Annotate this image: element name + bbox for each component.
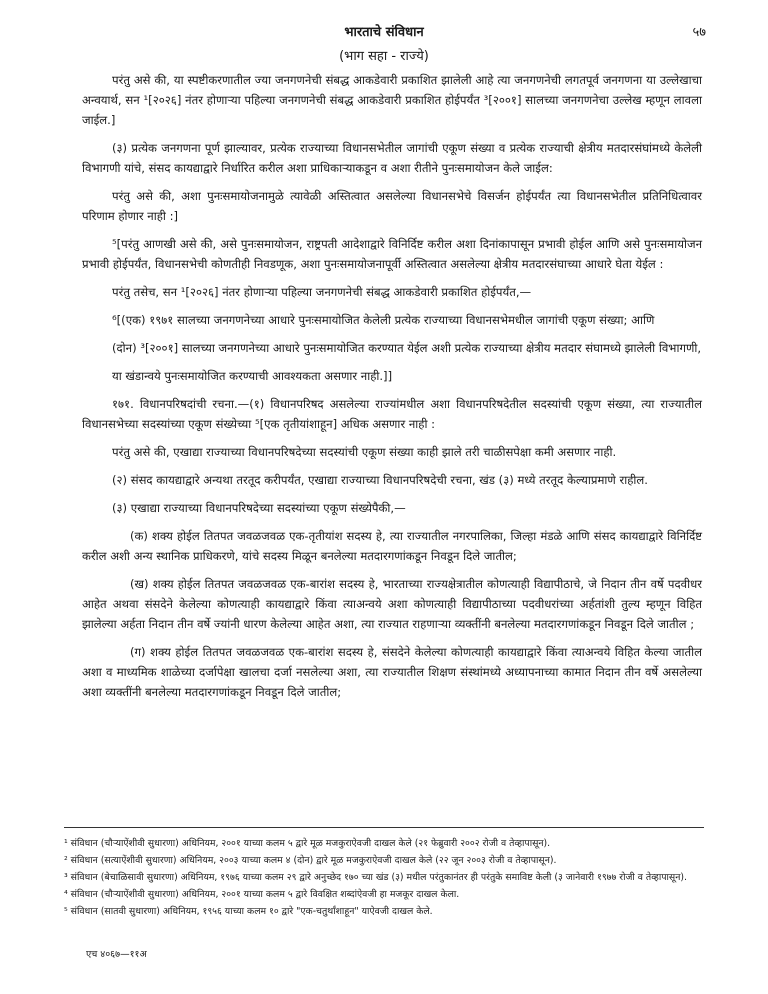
sub-clause: (क) शक्य होईल तितपत जवळजवळ एक-तृतीयांश सदस्य हे, त्या राज्यातील नगरपालिका, जिल्हा मंडळे आणि संसद कायद्याद्वारे विनिर्दिष्ट करील अशी अन्य स्थानिक प्राधिकरणे, यांचे सदस्य मिळून बनलेल्या मतदारगणांकडून निवडून दिले जातील; [82, 529, 702, 563]
page-number: ५७ [692, 25, 706, 40]
paragraph: ⁶[(एक) १९७१ सालच्या जनगणनेच्या आधारे पुनःसमायोजित केलेली प्रत्येक राज्याच्या विधानसभेमधील जागांची एकूण संख्या; आणि [112, 313, 655, 327]
paragraph: परंतु असे की, एखाद्या राज्याच्या विधानपरिषदेच्या सदस्यांची एकूण संख्या काही झाले तरी चाळीसपेक्षा कमी असणार नाही. [112, 445, 617, 459]
footnote: ⁴ संविधान (चौऱ्याऐंशीवी सुधारणा) अधिनियम, २००१ याच्या कलम ५ द्वारे विवक्षित शब्दांऐवजी हा मजकूर दाखल केला. [64, 889, 460, 900]
print-code: एच ४०६७—११अ [86, 949, 147, 960]
footnote-divider [64, 827, 704, 828]
article-171-paragraph: १७१. विधानपरिषदांची रचना.—(१) विधानपरिषद असलेल्या राज्यांमधील अशा विधानपरिषदेतील सदस्यांची एकूण संख्या, त्या राज्यातील विधानसभेच्या सदस्यांच्या एकूण संख्येच्या ⁵[एक तृतीयांशाहून] अधिक असणार नाही : [82, 397, 702, 431]
footnotes [64, 836, 704, 921]
running-header-title: भारताचे संविधान [344, 25, 424, 40]
paragraph: परंतु असे की, अशा पुनःसमायोजनामुळे त्यावेळी अस्तित्वात असलेल्या विधानसभेचे विसर्जन होईपर्यंत त्या विधानसभेतील प्रतिनिधित्वावर परिणाम होणार नाही :] [82, 189, 702, 223]
paragraph: परंतु तसेच, सन ¹[२०२६] नंतर होणाऱ्या पहिल्या जनगणनेची संबद्ध आकडेवारी प्रकाशित होईपर्यंत,— [112, 285, 532, 299]
footnote: ¹ संविधान (चौऱ्याऐंशीवी सुधारणा) अधिनियम, २००१ याच्या कलम ५ द्वारे मूळ मजकुराऐवजी दाखल केले (२१ फेब्रुवारी २००२ रोजी व तेव्हापासून). [64, 838, 551, 849]
paragraph: ⁵[परंतु आणखी असे की, असे पुनःसमायोजन, राष्ट्रपती आदेशाद्वारे विनिर्दिष्ट करील अशा दिनांकापासून प्रभावी होईल आणि असे पुनःसमायोजन प्रभावी होईपर्यंत, विधानसभेची कोणतीही निवडणूक, अशा पुनःसमायोजनापूर्वी अस्तित्वात असलेल्या क्षेत्रीय मतदारसंघाच्या आधारे घेता येईल : [82, 237, 702, 271]
footnote: ² संविधान (सत्याऐंशीवी सुधारणा) अधिनियम, २००३ याच्या कलम ४ (दोन) द्वारे मूळ मजकुराऐवजी दाखल केले (२२ जून २००३ रोजी व तेव्हापासून). [64, 855, 557, 866]
footnote: ³ संविधान (बेचाळिसावी सुधारणा) अधिनियम, १९७६ याच्या कलम २९ द्वारे अनुच्छेद १७० च्या खंड (३) मधील परंतुकानंतर ही परंतुके समाविष्ट केली (३ जानेवारी १९७७ रोजी व तेव्हापासून). [64, 872, 687, 883]
sub-clause: (ग) शक्य होईल तितपत जवळजवळ एक-बारांश सदस्य हे, संसदेने केलेल्या कोणत्याही कायद्याद्वारे किंवा त्याअन्वये विहित केल्या जातील अशा व माध्यमिक शाळेच्या दर्जापेक्षा खालचा दर्जा नसलेल्या अशा, त्या राज्यातील शिक्षण संस्थांमध्ये अध्यापनाच्या कामात निदान तीन वर्षे असलेल्या अशा व्यक्तींनी बनलेल्या मतदारगणांकडून निवडून दिले जातील; [82, 645, 702, 699]
paragraph: या खंडान्वये पुनःसमायोजित करण्याची आवश्यकता असणार नाही.]] [112, 369, 393, 383]
footnote: ⁵ संविधान (सातवी सुधारणा) अधिनियम, १९५६ याच्या कलम १० द्वारे "एक-चतुर्थांशाहून" याऐवजी दाखल केले. [64, 906, 433, 917]
part-heading: (भाग सहा - राज्ये) [339, 49, 429, 64]
paragraph: (दोन) ³[२००१] सालच्या जनगणनेच्या आधारे पुनःसमायोजित करण्यात येईल अशी प्रत्येक राज्याच्या क्षेत्रीय मतदार संघामध्ये झालेली विभागणी, [112, 341, 702, 355]
paragraph: परंतु असे की, या स्पष्टीकरणातील ज्या जनगणनेची संबद्ध आकडेवारी प्रकाशित झालेली आहे त्या जनगणनेची लगतपूर्व जनगणना या उल्लेखाचा अन्वयार्थ, सन ¹[२०२६] नंतर होणाऱ्या पहिल्या जनगणनेची संबद्ध आकडेवारी प्रकाशित होईपर्यंत ³[२००१] सालच्या जनगणनेचा उल्लेख म्हणून लावला जाईल.] [82, 73, 702, 127]
sub-clause: (ख) शक्य होईल तितपत जवळजवळ एक-बारांश सदस्य हे, भारताच्या राज्यक्षेत्रातील कोणत्याही विद्यापीठाचे, जे निदान तीन वर्षे पदवीधर आहेत अथवा संसदेने केलेल्या कोणत्याही कायद्याद्वारे किंवा त्याअन्वये अशा कोणत्याही विद्यापीठाच्या पदवीधरांच्या अर्हतांशी तुल्य म्हणून विहित झालेल्या अर्हता निदान तीन वर्षे ज्यांनी धारण केलेल्या आहेत अशा, त्या राज्यात राहणाऱ्या व्यक्तींनी बनलेल्या मतदारगणांकडून निवडून दिले जातील ; [82, 577, 702, 631]
body-text [82, 70, 702, 710]
paragraph: (३) एखाद्या राज्याच्या विधानपरिषदेच्या सदस्यांच्या एकूण संख्येपैकी,— [112, 501, 406, 515]
paragraph: (३) प्रत्येक जनगणना पूर्ण झाल्यावर, प्रत्येक राज्याच्या विधानसभेतील जागांची एकूण संख्या व प्रत्येक राज्याची क्षेत्रीय मतदारसंघांमध्ये केलेली विभागणी यांचे, संसद कायद्याद्वारे निर्धारित करील अशा प्राधिकाऱ्याकडून व अशा रीतीने पुनःसमायोजन केले जाईल: [82, 141, 702, 175]
paragraph: (२) संसद कायद्याद्वारे अन्यथा तरतूद करीपर्यंत, एखाद्या राज्याच्या विधानपरिषदेची रचना, खंड (३) मध्ये तरतूद केल्याप्रमाणे राहील. [112, 473, 648, 487]
